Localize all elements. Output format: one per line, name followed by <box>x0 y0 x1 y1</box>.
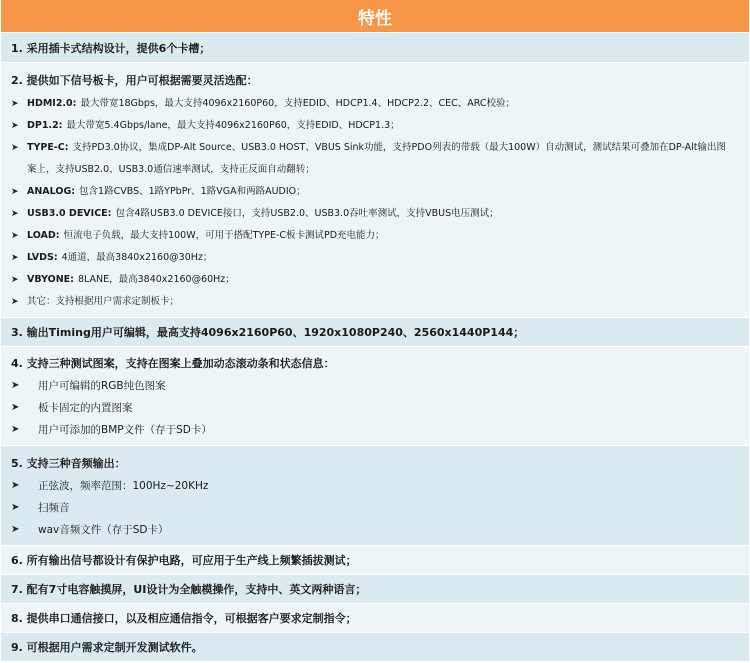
card-desc: 其它：支持根据用户需求定制板卡； <box>27 296 180 307</box>
card-typec <box>1 137 749 181</box>
feature-row-1: 1. 采用插卡式结构设计，提供6个卡槽； <box>1 33 749 63</box>
arrow-bullet-icon: ➤ <box>11 297 19 307</box>
arrow-bullet-icon: ➤ <box>11 231 19 241</box>
table-title: 特性 <box>1 0 749 33</box>
card-name: LOAD: <box>27 230 60 241</box>
card-name: VBYONE: <box>27 274 74 285</box>
card-vbyone <box>1 269 749 291</box>
card-hdmi <box>1 93 749 115</box>
card-analog <box>1 181 749 203</box>
arrow-bullet-icon: ➤ <box>11 209 19 219</box>
card-name: ANALOG: <box>27 186 76 197</box>
audio-item: ➤ wav音频文件（存于SD卡） <box>1 519 749 541</box>
card-desc: 包含4路USB3.0 DEVICE接口，支持USB2.0、USB3.0吞吐率测试，支持VBUS电压测试； <box>115 208 499 219</box>
card-dp <box>1 115 749 137</box>
card-name: USB3.0 DEVICE: <box>27 208 112 219</box>
arrow-bullet-icon: ➤ <box>11 187 19 197</box>
arrow-bullet-icon: ➤ <box>11 253 19 263</box>
pattern-item: ➤ 用户可添加的BMP文件（存于SD卡） <box>1 419 749 441</box>
feature-table <box>1 0 749 662</box>
feature-row-6: 6. 所有输出信号都设计有保护电路，可应用于生产线上频繁插拔测试； <box>1 546 749 575</box>
arrow-bullet-icon: ➤ <box>11 121 19 131</box>
feature-row-3: 3. 输出Timing用户可编辑，最高支持4096x2160P60、1920x1080P240、2560x1440P144； <box>1 318 749 347</box>
arrow-bullet-icon: ➤ <box>11 402 20 413</box>
arrow-bullet-icon: ➤ <box>11 99 19 109</box>
card-name: TYPE-C: <box>27 142 69 153</box>
card-desc: 恒流电子负载，最大支持100W，可用于搭配TYPE-C板卡测试PD充电能力； <box>63 230 385 241</box>
card-name: HDMI2.0: <box>27 98 77 109</box>
arrow-bullet-icon: ➤ <box>11 524 20 535</box>
feature-row-2-title: 2. 提供如下信号板卡，用户可根据需要灵活选配： <box>11 74 258 87</box>
arrow-bullet-icon: ➤ <box>11 143 19 153</box>
card-desc: 支持PD3.0协议，集成DP-Alt Source、USB3.0 HOST、VBUS Sink功能，支持PDO列表的带载（最大100W）自动测试，测试结果可叠加在DP-Alt输出图案上，支持USB2.0、USB3.0通信速率测试，支持正反面自动翻转； <box>27 142 727 175</box>
card-lvds <box>1 247 749 269</box>
card-desc: 4通道，最高3840x2160@30Hz； <box>61 252 213 263</box>
pattern-item: ➤ 用户可编辑的RGB纯色图案 <box>1 375 749 397</box>
feature-row-8: 8. 提供串口通信接口，以及相应通信指令，可根据客户要求定制指令； <box>1 604 749 633</box>
arrow-bullet-icon: ➤ <box>11 502 20 513</box>
card-name: LVDS: <box>27 252 58 263</box>
feature-row-5 <box>1 446 749 546</box>
feature-row-7: 7. 配有7寸电容触摸屏，UI设计为全触模操作，支持中、英文两种语言； <box>1 575 749 604</box>
feature-row-4 <box>1 347 749 446</box>
card-desc: 最大带宽5.4Gbps/lane，最大支持4096x2160P60，支持EDID、HDCP1.3； <box>66 120 400 131</box>
feature-row-2 <box>1 63 749 318</box>
feature-row-4-title: 4. 支持三种测试图案，支持在图案上叠加动态滚动条和状态信息： <box>11 357 335 370</box>
card-desc: 包含1路CVBS、1路YPbPr、1路VGA和两路AUDIO； <box>79 186 306 197</box>
card-usb3-device <box>1 203 749 225</box>
feature-row-5-title: 5. 支持三种音频输出： <box>11 457 126 470</box>
card-desc: 8LANE，最高3840x2160@60Hz； <box>77 274 235 285</box>
card-other <box>1 291 749 313</box>
card-name: DP1.2: <box>27 120 63 131</box>
arrow-bullet-icon: ➤ <box>11 380 20 391</box>
arrow-bullet-icon: ➤ <box>11 424 20 435</box>
card-load <box>1 225 749 247</box>
arrow-bullet-icon: ➤ <box>11 480 20 491</box>
arrow-bullet-icon: ➤ <box>11 275 19 285</box>
audio-item: ➤ 正弦波，频率范围：100Hz~20KHz <box>1 475 749 497</box>
pattern-item: ➤ 板卡固定的内置图案 <box>1 397 749 419</box>
card-desc: 最大带宽18Gbps，最大支持4096x2160P60，支持EDID、HDCP1.4、HDCP2.2、CEC、ARC校验； <box>80 98 516 109</box>
audio-item: ➤ 扫频音 <box>1 497 749 519</box>
feature-row-9: 9. 可根据用户需求定制开发测试软件。 <box>1 633 749 662</box>
